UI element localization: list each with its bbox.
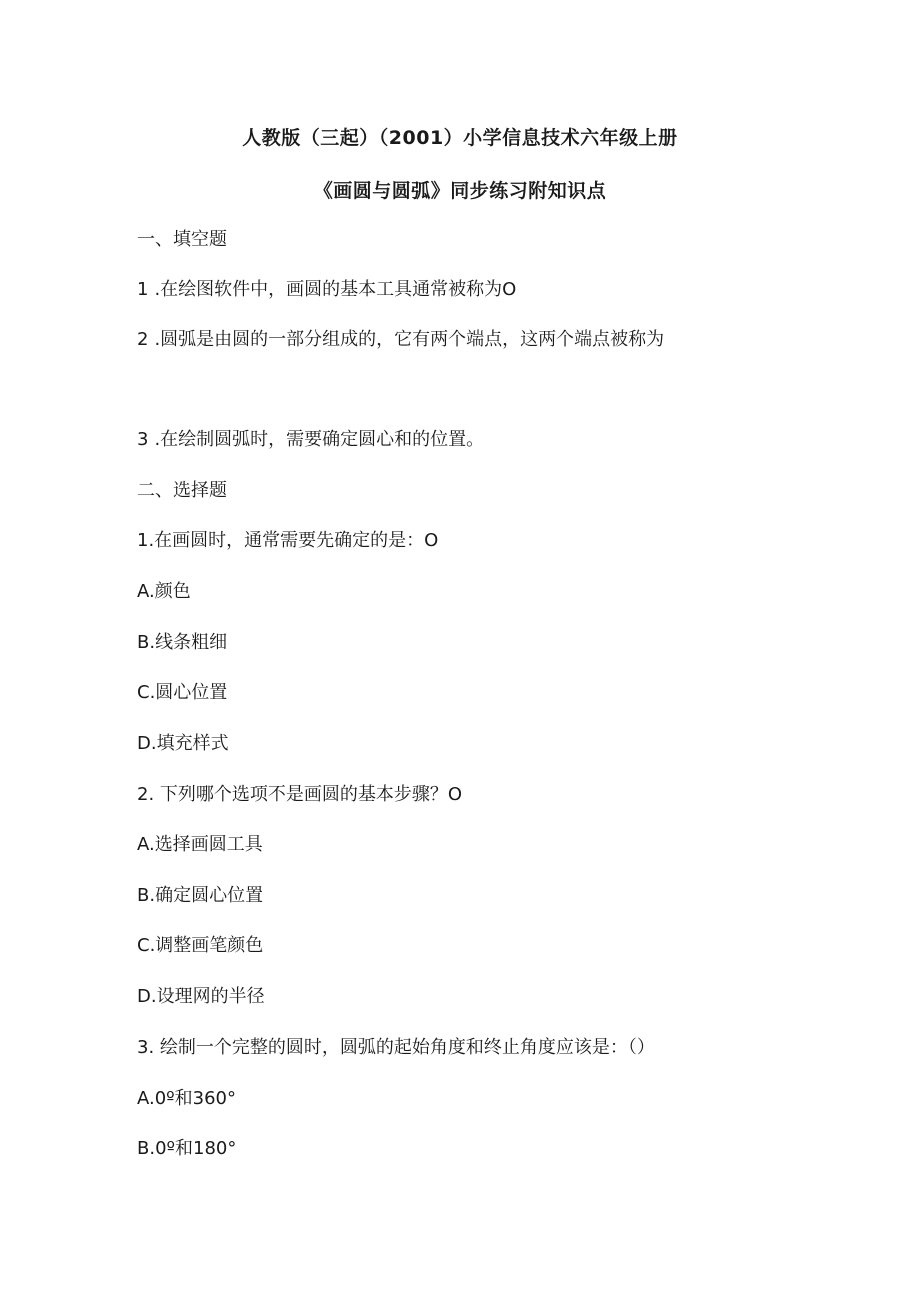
choice-question-1: 1.在画圆时，通常需要先确定的是：O — [137, 530, 439, 551]
section-heading-choice: 二、选择题 — [137, 480, 227, 501]
choice-question-3: 3. 绘制一个完整的圆时，圆弧的起始角度和终止角度应该是：（） — [137, 1037, 655, 1058]
choice-option: A.颜色 — [137, 581, 191, 602]
choice-option: A.0º和360° — [137, 1088, 237, 1109]
document-title: 人教版（三起）（2001）小学信息技术六年级上册 — [242, 127, 678, 149]
choice-option: B.确定圆心位置 — [137, 885, 264, 906]
choice-option: B.线条粗细 — [137, 632, 228, 653]
question-text: .在绘图软件中，画圆的基本工具通常被称为O — [154, 279, 517, 300]
choice-option: D.填充样式 — [137, 733, 229, 754]
choice-option: C.调整画笔颜色 — [137, 935, 264, 956]
choice-option: A.选择画圆工具 — [137, 834, 263, 855]
question-number: 1 — [137, 279, 149, 300]
question-number: 3 — [137, 429, 149, 450]
question-text: .圆弧是由圆的一部分组成的，它有两个端点，这两个端点被称为 — [154, 329, 665, 350]
choice-option: D.设理网的半径 — [137, 986, 265, 1007]
fill-question-2 — [137, 328, 664, 352]
section-heading-fill-in: 一、填空题 — [137, 229, 227, 250]
question-number: 2 — [137, 329, 149, 350]
choice-option: B.0º和180° — [137, 1138, 237, 1159]
document-subtitle: 《画圆与圆弧》同步练习附知识点 — [313, 180, 607, 202]
choice-option: C.圆心位置 — [137, 682, 228, 703]
fill-question-3 — [137, 428, 484, 452]
question-text: .在绘制圆弧时，需要确定圆心和的位置。 — [154, 429, 485, 450]
fill-question-1 — [137, 278, 516, 302]
choice-question-2: 2. 下列哪个选项不是画圆的基本步骤？O — [137, 784, 463, 805]
